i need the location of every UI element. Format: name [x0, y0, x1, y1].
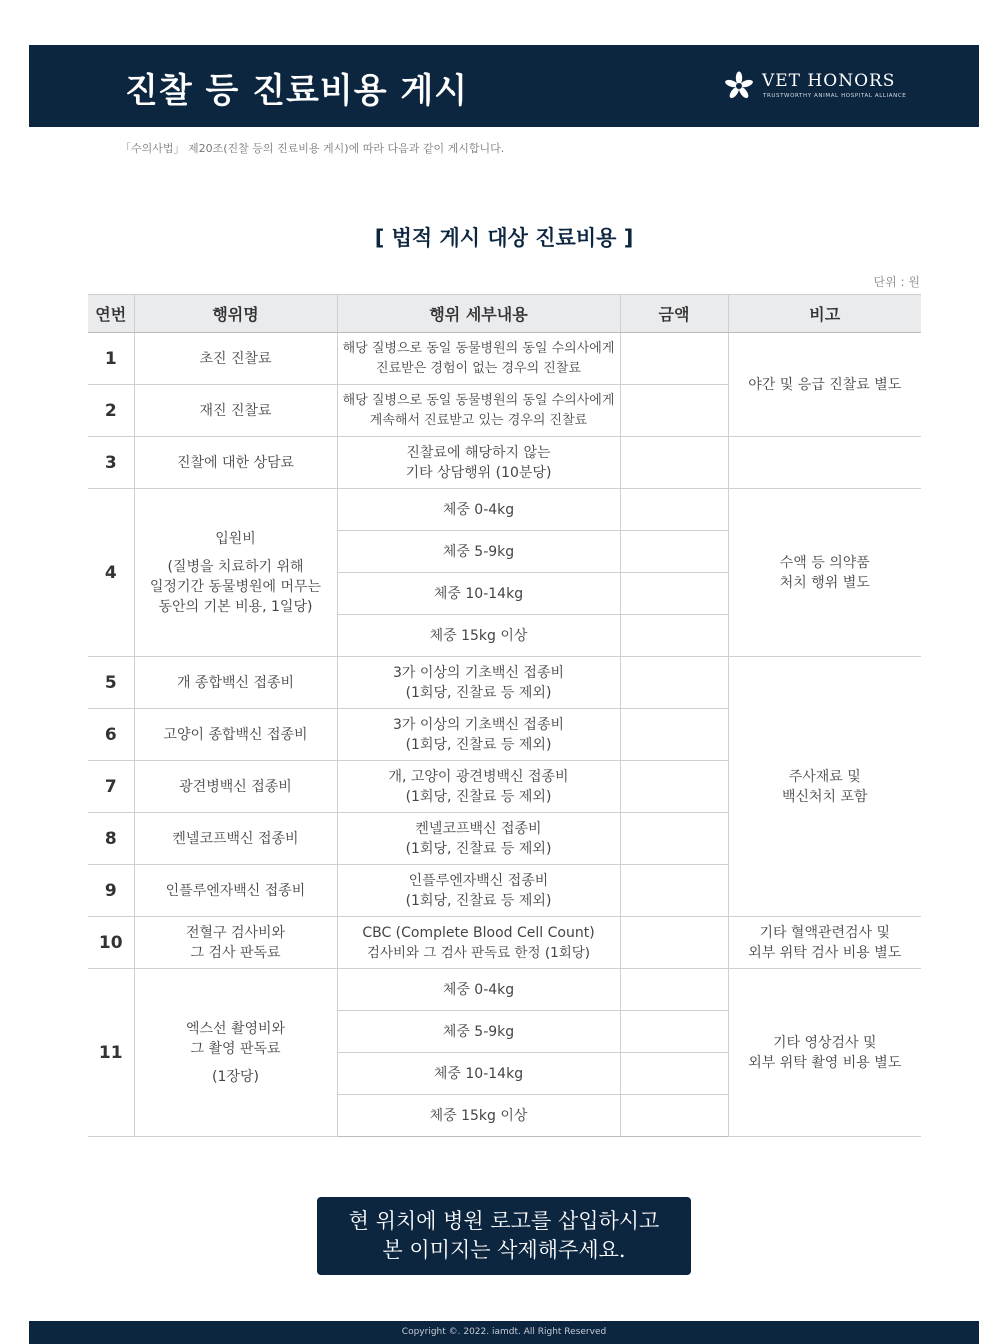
row-name: 재진 진찰료 [134, 385, 337, 437]
col-header-remark: 비고 [728, 295, 921, 333]
row-amount [620, 1011, 728, 1053]
row-remark [728, 917, 921, 969]
name-line: 그 검사 판독료 [190, 944, 281, 961]
name-line: (1장당) [212, 1068, 259, 1085]
row-name: 고양이 종합백신 접종비 [134, 709, 337, 761]
table-row [88, 917, 921, 969]
row-amount [620, 813, 728, 865]
row-name: 초진 진찰료 [134, 333, 337, 385]
detail-line: 진찰료에 해당하지 않는 [406, 444, 551, 461]
row-detail: 체중 15kg 이상 [337, 615, 620, 657]
detail-line: 검사비와 그 검사 판독료 한정 (1회당) [366, 944, 591, 961]
row-amount [620, 615, 728, 657]
row-name: 인플루엔자백신 접종비 [134, 865, 337, 917]
remark-line: 기타 혈액관련검사 및 [759, 924, 891, 941]
row-detail [337, 917, 620, 969]
row-detail: 체중 10-14kg [337, 573, 620, 615]
row-no: 10 [88, 917, 134, 969]
detail-line: (1회당, 진찰료 등 제외) [405, 736, 552, 753]
row-detail [337, 761, 620, 813]
vet-honors-logo [724, 69, 907, 103]
row-amount [620, 969, 728, 1011]
row-no: 3 [88, 437, 134, 489]
section-title: [ 법적 게시 대상 진료비용 ] [374, 226, 634, 250]
row-name [134, 489, 337, 657]
row-detail: 체중 0-4kg [337, 489, 620, 531]
row-name [134, 969, 337, 1137]
row-detail [337, 437, 620, 489]
row-amount [620, 1053, 728, 1095]
unit-label: 단위 : 원 [873, 275, 920, 289]
row-name: 개 종합백신 접종비 [134, 657, 337, 709]
row-no: 1 [88, 333, 134, 385]
name-line: 입원비 [215, 530, 256, 547]
cta-line: 현 위치에 병원 로고를 삽입하시고 [348, 1209, 660, 1233]
row-no: 11 [88, 969, 134, 1137]
logo-name: VET HONORS [762, 71, 896, 91]
footer: Copyright ©. 2022. iamdt. All Right Reserved [29, 1321, 979, 1344]
row-name: 켄넬코프백신 접종비 [134, 813, 337, 865]
row-remark [728, 437, 921, 489]
name-line: 전혈구 검사비와 [185, 924, 286, 941]
row-amount [620, 531, 728, 573]
row-detail [337, 709, 620, 761]
row-amount [620, 917, 728, 969]
row-detail: 체중 10-14kg [337, 1053, 620, 1095]
col-header-no: 연번 [88, 295, 134, 333]
detail-line: (1회당, 진찰료 등 제외) [405, 892, 552, 909]
row-detail: 체중 5-9kg [337, 1011, 620, 1053]
row-no: 8 [88, 813, 134, 865]
table-row [88, 969, 921, 1011]
row-amount [620, 489, 728, 531]
row-no: 7 [88, 761, 134, 813]
page-title: 진찰 등 진료비용 게시 [125, 71, 469, 111]
page-header [29, 45, 979, 127]
row-detail: 체중 5-9kg [337, 531, 620, 573]
row-remark [728, 969, 921, 1137]
name-line: 엑스선 촬영비와 [185, 1020, 286, 1037]
cta-line: 본 이미지는 삭제해주세요. [382, 1238, 626, 1262]
row-detail [337, 865, 620, 917]
detail-line: 진료받은 경험이 없는 경우의 진찰료 [376, 360, 581, 376]
row-detail [337, 333, 620, 385]
detail-line: 계속해서 진료받고 있는 경우의 진찰료 [369, 412, 588, 428]
name-line: (질병을 치료하기 위해 [167, 558, 304, 575]
row-amount [620, 865, 728, 917]
row-no: 2 [88, 385, 134, 437]
remark-line: 백신처치 포함 [781, 788, 868, 805]
detail-line: 해당 질병으로 동일 동물병원의 동일 수의사에게 [342, 392, 615, 408]
row-no: 5 [88, 657, 134, 709]
col-header-detail: 행위 세부내용 [337, 295, 620, 333]
detail-line: 해당 질병으로 동일 동물병원의 동일 수의사에게 [342, 340, 615, 356]
detail-line: (1회당, 진찰료 등 제외) [405, 840, 552, 857]
table-row [88, 657, 921, 709]
star-flower-icon [724, 71, 754, 101]
detail-line: (1회당, 진찰료 등 제외) [405, 684, 552, 701]
row-name: 광견병백신 접종비 [134, 761, 337, 813]
row-amount [620, 385, 728, 437]
row-detail: 체중 0-4kg [337, 969, 620, 1011]
detail-line: (1회당, 진찰료 등 제외) [405, 788, 552, 805]
table-header-row [88, 295, 921, 333]
detail-line: 개, 고양이 광견병백신 접종비 [388, 768, 569, 785]
row-no: 4 [88, 489, 134, 657]
table-row [88, 333, 921, 385]
col-header-amount: 금액 [620, 295, 728, 333]
row-name: 진찰에 대한 상담료 [134, 437, 337, 489]
row-amount [620, 333, 728, 385]
remark-line: 외부 위탁 촬영 비용 별도 [748, 1054, 902, 1071]
row-remark [728, 657, 921, 917]
row-amount [620, 573, 728, 615]
detail-line: 3가 이상의 기초백신 접종비 [392, 664, 565, 681]
row-amount [620, 709, 728, 761]
remark-line: 주사재료 및 [788, 768, 861, 785]
row-detail [337, 385, 620, 437]
detail-line: CBC (Complete Blood Cell Count) [362, 924, 595, 941]
row-amount [620, 437, 728, 489]
row-detail [337, 657, 620, 709]
detail-line: 3가 이상의 기초백신 접종비 [392, 716, 565, 733]
detail-line: 켄넬코프백신 접종비 [415, 820, 542, 837]
col-header-name: 행위명 [134, 295, 337, 333]
remark-line: 기타 영상검사 및 [772, 1034, 877, 1051]
row-amount [620, 1095, 728, 1137]
row-remark [728, 489, 921, 657]
detail-line: 인플루엔자백신 접종비 [408, 872, 549, 889]
remark-line: 처치 행위 별도 [779, 574, 870, 591]
name-line: 일정기간 동물병원에 머무는 [149, 578, 322, 595]
logo-placeholder-notice [317, 1197, 691, 1275]
remark-line: 수액 등 의약품 [779, 554, 870, 571]
detail-line: 기타 상담행위 (10분당) [405, 464, 552, 481]
name-line: 그 촬영 판독료 [190, 1040, 281, 1057]
row-no: 6 [88, 709, 134, 761]
remark-line: 외부 위탁 검사 비용 별도 [748, 944, 902, 961]
table-row [88, 437, 921, 489]
name-line: 동안의 기본 비용, 1일당) [158, 598, 313, 615]
row-no: 9 [88, 865, 134, 917]
row-remark: 야간 및 응급 진찰료 별도 [728, 333, 921, 437]
row-amount [620, 761, 728, 813]
logo-tagline: TRUSTWORTHY ANIMAL HOSPITAL ALLIANCE [763, 93, 907, 99]
row-amount [620, 657, 728, 709]
table-row [88, 489, 921, 531]
row-detail: 체중 15kg 이상 [337, 1095, 620, 1137]
legal-notice: 「수의사법」 제20조(진찰 등의 진료비용 게시)에 따라 다음과 같이 게시합니다. [120, 142, 505, 155]
fee-table [88, 294, 921, 1137]
row-detail [337, 813, 620, 865]
row-name [134, 917, 337, 969]
